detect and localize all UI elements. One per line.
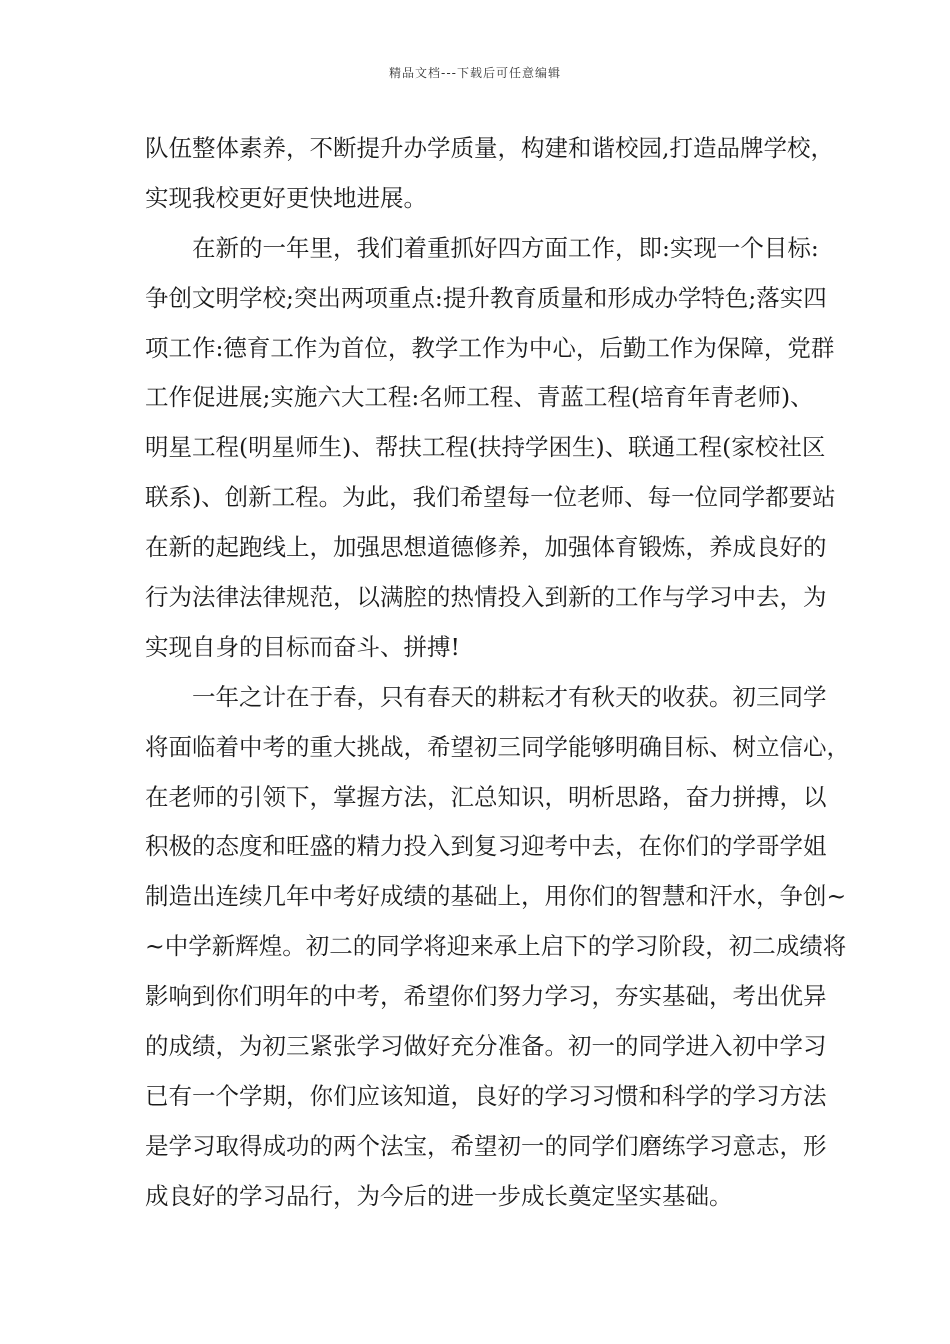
text-line: 制造出连续几年中考好成绩的基础上，用你们的智慧和汗水，争创~ (145, 882, 847, 911)
text-line: ~中学新辉煌。初二的同学将迎来承上启下的学习阶段，初二成绩将 (145, 932, 847, 961)
text-line: 在新的起跑线上，加强思想道德修养，加强体育锻炼，养成良好的 (145, 533, 827, 562)
text-line: 工作促进展;实施六大工程:名师工程、青蓝工程(培育年青老师)、 (145, 383, 814, 412)
text-line: 明星工程(明星师生)、帮扶工程(扶持学困生)、联通工程(家校社区 (145, 433, 826, 462)
text-line: 将面临着中考的重大挑战，希望初三同学能够明确目标、树立信心， (145, 732, 850, 761)
text-line: 影响到你们明年的中考，希望你们努力学习，夯实基础，考出优异 (145, 982, 827, 1011)
paragraph-first-line: 在新的一年里，我们着重抓好四方面工作，即:实现一个目标: (192, 233, 819, 262)
text-line: 联系)、创新工程。为此，我们希望每一位老师、每一位同学都要站 (145, 483, 836, 512)
page-header: 精品文档---下载后可任意编辑 (389, 66, 561, 80)
text-line: 的成绩，为初三紧张学习做好充分准备。初一的同学进入初中学习 (145, 1032, 827, 1061)
text-line: 争创文明学校;突出两项重点:提升教育质量和形成办学特色;落实四 (145, 283, 827, 312)
text-line: 项工作:德育工作为首位，教学工作为中心，后勤工作为保障，党群 (145, 333, 835, 362)
text-line: 队伍整体素养，不断提升办学质量，构建和谐校园,打造品牌学校， (145, 134, 834, 162)
text-line: 行为法律法律规范，以满腔的热情投入到新的工作与学习中去，为 (145, 583, 827, 612)
text-line: 已有一个学期，你们应该知道，良好的学习习惯和科学的学习方法 (145, 1081, 827, 1110)
text-line: 积极的态度和旺盛的精力投入到复习迎考中去，在你们的学哥学姐 (145, 832, 827, 861)
text-line: 是学习取得成功的两个法宝，希望初一的同学们磨练学习意志，形 (145, 1131, 827, 1160)
text-line: 成良好的学习品行，为今后的进一步成长奠定坚实基础。 (145, 1181, 733, 1210)
text-line: 实现我校更好更快地进展。 (145, 183, 427, 212)
text-line: 实现自身的目标而奋斗、拼搏! (145, 632, 460, 661)
paragraph-first-line: 一年之计在于春，只有春天的耕耘才有秋天的收获。初三同学 (192, 682, 827, 711)
text-line: 在老师的引领下，掌握方法，汇总知识，明析思路，奋力拼搏，以 (145, 782, 827, 811)
document-body (145, 124, 850, 1222)
